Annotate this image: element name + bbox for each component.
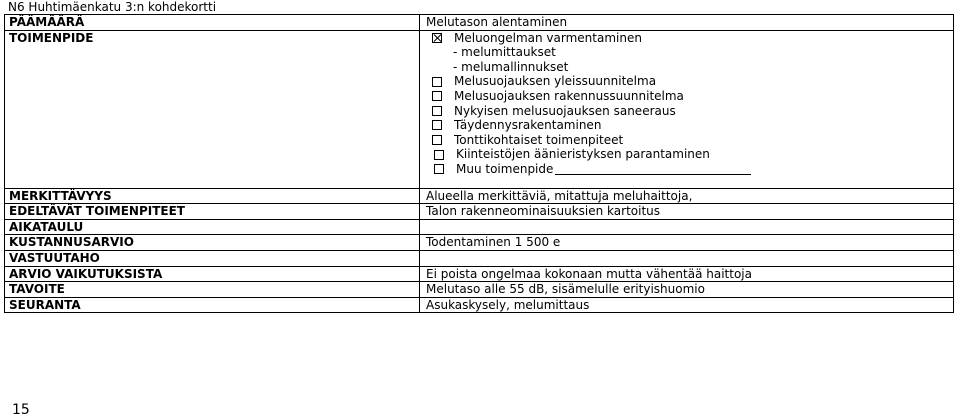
checkbox-icon[interactable] bbox=[432, 135, 442, 145]
option-muu[interactable] bbox=[426, 162, 953, 177]
label-paamaara: PÄÄMÄÄRÄ bbox=[9, 15, 85, 29]
row-kustannusarvio bbox=[5, 235, 954, 251]
option-yleissuunnitelma[interactable] bbox=[426, 74, 953, 89]
value-arvio: Ei poista ongelmaa kokonaan mutta vähentää haittoja bbox=[426, 266, 752, 281]
label-seuranta: SEURANTA bbox=[9, 297, 81, 312]
option-yleissuunnitelma-label: Melusuojauksen yleissuunnitelma bbox=[454, 74, 657, 89]
value-kustannusarvio: Todentaminen 1 500 e bbox=[426, 235, 561, 250]
value-edeltavat: Talon rakenneominaisuuksien kartoitus bbox=[426, 204, 661, 219]
label-toimenpide: TOIMENPIDE bbox=[9, 30, 94, 45]
label-edeltavat: EDELTÄVÄT TOIMENPITEET bbox=[9, 204, 185, 219]
checkbox-icon[interactable] bbox=[434, 164, 444, 174]
option-rakennussuunnitelma[interactable] bbox=[426, 89, 953, 104]
page-number: 15 bbox=[12, 402, 30, 418]
document-caption: N6 Huhtimäenkatu 3:n kohdekortti bbox=[8, 0, 217, 14]
label-aikataulu: AIKATAULU bbox=[9, 219, 84, 234]
value-seuranta: Asukaskysely, melumittaus bbox=[426, 297, 590, 312]
measure-card-table bbox=[4, 14, 954, 313]
option-tonttikohtaiset[interactable] bbox=[426, 133, 953, 148]
row-seuranta bbox=[5, 297, 954, 313]
option-verify[interactable] bbox=[426, 31, 953, 46]
option-muu-label: Muu toimenpide bbox=[456, 161, 554, 176]
checkbox-icon[interactable] bbox=[432, 91, 442, 101]
label-vastuutaho: VASTUUTAHO bbox=[9, 250, 100, 265]
option-tonttikohtaiset-label: Tonttikohtaiset toimenpiteet bbox=[454, 132, 624, 147]
row-aikataulu bbox=[5, 219, 954, 235]
row-merkittavyys bbox=[5, 188, 954, 204]
label-kustannusarvio: KUSTANNUSARVIO bbox=[9, 235, 134, 250]
label-tavoite: TAVOITE bbox=[9, 282, 65, 297]
sub-item-mallinnukset: - melumallinnukset bbox=[453, 59, 569, 74]
checkbox-icon[interactable] bbox=[432, 77, 442, 87]
row-arvio bbox=[5, 266, 954, 282]
value-paamaara: Melutason alentaminen bbox=[426, 15, 568, 29]
fill-in-line[interactable] bbox=[555, 163, 751, 175]
label-merkittavyys: MERKITTÄVYYS bbox=[9, 188, 112, 203]
option-aanieristys-label: Kiinteistöjen äänieristyksen parantaminen bbox=[456, 147, 710, 162]
row-vastuutaho bbox=[5, 250, 954, 266]
row-paamaara bbox=[5, 15, 954, 31]
label-arvio: ARVIO VAIKUTUKSISTA bbox=[9, 266, 163, 281]
checkbox-icon[interactable] bbox=[434, 150, 444, 160]
option-saneeraus[interactable] bbox=[426, 104, 953, 119]
checkbox-icon[interactable] bbox=[432, 120, 442, 130]
value-tavoite: Melutaso alle 55 dB, sisämelulle erityishuomio bbox=[426, 282, 705, 297]
checkbox-icon[interactable] bbox=[432, 106, 442, 116]
checked-box-icon[interactable] bbox=[432, 33, 442, 43]
value-merkittavyys: Alueella merkittäviä, mitattuja meluhaittoja, bbox=[426, 188, 693, 203]
toimenpide-options bbox=[420, 30, 954, 188]
sub-item-mittaukset: - melumittaukset bbox=[453, 45, 556, 60]
option-taydennysrakentaminen[interactable] bbox=[426, 118, 953, 133]
option-rakennussuunnitelma-label: Melusuojauksen rakennussuunnitelma bbox=[454, 88, 684, 103]
option-saneeraus-label: Nykyisen melusuojauksen saneeraus bbox=[454, 103, 676, 118]
row-toimenpide bbox=[5, 30, 954, 188]
row-tavoite bbox=[5, 282, 954, 298]
option-taydennysrakentaminen-label: Täydennysrakentaminen bbox=[454, 118, 602, 133]
row-edeltavat bbox=[5, 204, 954, 220]
option-aanieristys[interactable] bbox=[426, 147, 953, 162]
option-verify-label: Meluongelman varmentaminen bbox=[454, 30, 642, 45]
